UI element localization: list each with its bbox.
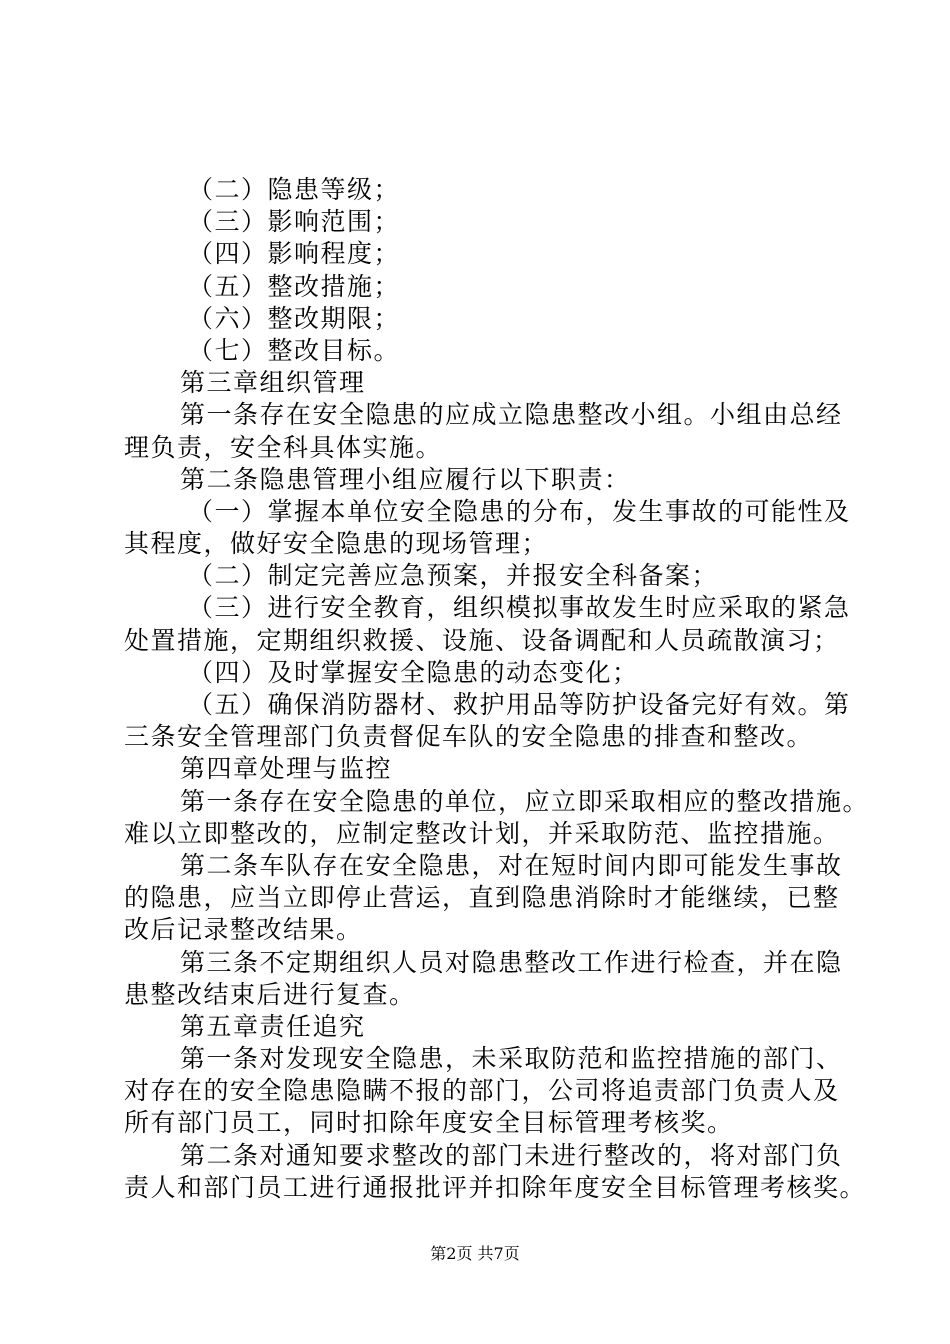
list-item-rectification-goal: （七）整改目标。 — [188, 335, 401, 365]
list-item-impact-degree: （四）影响程度； — [188, 239, 401, 269]
paragraph-line: 的隐患，应当立即停止营运，直到隐患消除时才能继续，已整 — [124, 883, 840, 913]
duty-item-line: （四）及时掌握安全隐患的动态变化； — [188, 657, 639, 687]
duty-item-line: （二）制定完善应急预案，并报安全科备案； — [188, 561, 719, 591]
paragraph-line: 第一条存在安全隐患的单位，应立即采取相应的整改措施。 — [180, 786, 870, 816]
duty-item-line: （一）掌握本单位安全隐患的分布，发生事故的可能性及 — [188, 496, 851, 526]
chapter-3-heading: 第三章组织管理 — [180, 368, 366, 398]
paragraph-line: 第一条存在安全隐患的应成立隐患整改小组。小组由总经 — [180, 400, 843, 430]
duty-item-line: （三）进行安全教育，组织模拟事故发生时应采取的紧急 — [188, 593, 851, 623]
paragraph-line: 三条安全管理部门负责督促车队的安全隐患的排查和整改。 — [124, 722, 814, 752]
paragraph-line: 改后记录整改结果。 — [124, 915, 363, 945]
list-item-rectification-measures: （五）整改措施； — [188, 271, 401, 301]
paragraph-line: 第二条对通知要求整改的部门未进行整改的，将对部门负 — [180, 1140, 843, 1170]
paragraph-line: 责人和部门员工进行通报批评并扣除年度安全目标管理考核奖。 — [124, 1172, 867, 1202]
paragraph-line: 理负责，安全科具体实施。 — [124, 432, 443, 462]
paragraph-line: 所有部门员工，同时扣除年度安全目标管理考核奖。 — [124, 1108, 734, 1138]
page-number-footer: 第2页 共7页 — [430, 1244, 520, 1263]
duty-item-line: 其程度，做好安全隐患的现场管理； — [124, 529, 549, 559]
list-item-impact-scope: （三）影响范围； — [188, 207, 401, 237]
paragraph-line: 患整改结束后进行复查。 — [124, 979, 416, 1009]
paragraph-line: 第二条车队存在安全隐患，对在短时间内即可能发生事故 — [180, 850, 843, 880]
paragraph-line: 第一条对发现安全隐患，未采取防范和监控措施的部门、 — [180, 1044, 843, 1074]
list-item-rectification-deadline: （六）整改期限； — [188, 303, 401, 333]
chapter-4-heading: 第四章处理与监控 — [180, 754, 393, 784]
paragraph-line: 难以立即整改的，应制定整改计划，并采取防范、监控措施。 — [124, 818, 840, 848]
paragraph-line: 第三条不定期组织人员对隐患整改工作进行检查，并在隐 — [180, 947, 843, 977]
document-body — [124, 174, 870, 1204]
duty-item-line: （五）确保消防器材、救护用品等防护设备完好有效。第 — [188, 690, 851, 719]
duty-item-line: 处置措施，定期组织救援、设施、设备调配和人员疏散演习； — [124, 625, 840, 655]
paragraph-line: 对存在的安全隐患隐瞒不报的部门，公司将追责部门负责人及 — [124, 1076, 840, 1106]
list-item-hazard-level: （二）隐患等级； — [188, 175, 401, 204]
chapter-5-heading: 第五章责任追究 — [180, 1011, 366, 1041]
paragraph-line: 第二条隐患管理小组应履行以下职责： — [180, 464, 631, 494]
